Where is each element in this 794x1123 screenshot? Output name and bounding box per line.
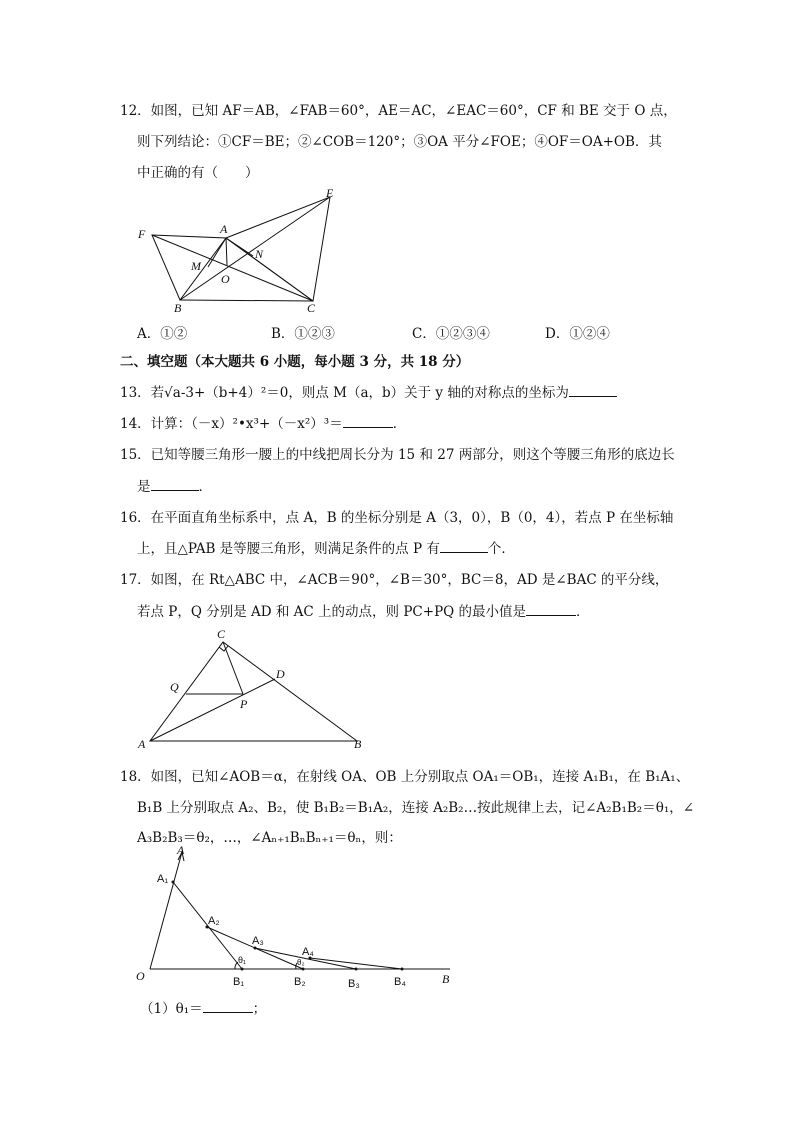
segment-bc bbox=[180, 300, 313, 301]
q13-blank bbox=[569, 384, 617, 397]
q18-sub1-blank bbox=[203, 1000, 253, 1013]
q18-line2: B₁B 上分别取点 A₂、B₂，使 B₁B₂＝B₁A₂，连接 A₂B₂…按此规律上去，记∠A₂B₁B₂＝θ₁，∠ bbox=[137, 800, 695, 816]
label-a: A bbox=[220, 222, 228, 236]
q12-line3: 中正确的有（ ） bbox=[137, 165, 259, 181]
label-theta2: θ₂ bbox=[297, 958, 305, 967]
q12-figure bbox=[130, 185, 350, 320]
q15-line2-text: 是 bbox=[137, 479, 151, 495]
q15-blank bbox=[151, 478, 199, 491]
label-q: Q bbox=[170, 680, 179, 694]
point-a1 bbox=[172, 881, 175, 884]
label-m: M bbox=[191, 259, 201, 273]
label-c: C bbox=[307, 301, 316, 315]
q12-line1: 12．如图，已知 AF＝AB，∠FAB＝60°，AE＝AC，∠EAC＝60°，CF 和 BE 交于 O 点， bbox=[120, 103, 677, 119]
q15-line2: 是 ． bbox=[137, 479, 212, 495]
choice-a[interactable]: A．①② bbox=[137, 326, 188, 342]
q16-blank bbox=[440, 540, 488, 553]
q17-figure bbox=[130, 622, 380, 752]
point-b2 bbox=[302, 968, 305, 971]
label-b1: B₁ bbox=[233, 976, 245, 988]
label-b2: B₂ bbox=[294, 976, 306, 988]
label-a: A bbox=[138, 737, 146, 751]
q17-line1: 17．如图，在 Rt△ABC 中，∠ACB＝90°，∠B＝30°，BC＝8，AD 是∠BAC 的平分线， bbox=[120, 572, 669, 588]
label-d: D bbox=[276, 667, 285, 681]
triangle-fab bbox=[152, 235, 226, 300]
label-c: C bbox=[217, 627, 226, 641]
label-o: O bbox=[136, 969, 145, 983]
label-b: B bbox=[174, 301, 182, 315]
label-b: B bbox=[442, 972, 450, 986]
q16-line2-text: 上，且△PAB 是等腰三角形，则满足条件的点 P 有 bbox=[137, 541, 440, 557]
q16-line1: 16．在平面直角坐标系中，点 A，B 的坐标分别是 A（3，0），B（0，4），若点 P 在坐标轴 bbox=[120, 510, 674, 526]
label-a1: A₁ bbox=[157, 873, 169, 885]
q14-blank bbox=[343, 415, 393, 428]
label-o: O bbox=[221, 272, 230, 286]
q16-line2 bbox=[137, 540, 515, 558]
segment-a4b4 bbox=[310, 958, 402, 969]
q14: 14．计算：（－x）²•x³+（－x²）³＝ ． bbox=[120, 416, 407, 432]
q17-line2: 若点 P，Q 分别是 AD 和 AC 上的动点，则 PC+PQ 的最小值是 ． bbox=[137, 604, 590, 620]
section-2-heading: 二、填空题（本大题共 6 小题，每小题 3 分，共 18 分） bbox=[120, 354, 470, 370]
q18-line1: 18．如图，已知∠AOB＝α，在射线 OA、OB 上分别取点 OA₁＝OB₁，连接 A₁B₁，在 B₁A₁、 bbox=[120, 769, 690, 785]
choice-d[interactable]: D．①②④ bbox=[545, 326, 610, 342]
label-n: N bbox=[255, 247, 264, 261]
segment-an bbox=[226, 238, 253, 256]
q13 bbox=[120, 384, 617, 402]
q17-line2-text: 若点 P，Q 分别是 AD 和 AC 上的动点，则 PC+PQ 的最小值是 bbox=[137, 604, 527, 620]
label-a2: A₂ bbox=[208, 915, 220, 927]
q16-line2-tail: 个． bbox=[487, 541, 515, 557]
label-p: P bbox=[240, 697, 248, 711]
label-f: F bbox=[138, 227, 146, 241]
segment-ad bbox=[150, 679, 275, 741]
choice-b[interactable]: B．①②③ bbox=[271, 326, 335, 342]
segment-am bbox=[208, 238, 226, 267]
label-e: E bbox=[326, 186, 334, 200]
label-a4: A₄ bbox=[302, 946, 314, 958]
label-b: B bbox=[354, 737, 362, 751]
label-b4: B₄ bbox=[394, 976, 406, 988]
q18-sub1-text: （1）θ₁＝ bbox=[140, 1001, 203, 1017]
q17-blank bbox=[526, 603, 576, 616]
ray-oa bbox=[150, 852, 182, 969]
q18-line3: A₃B₂B₃＝θ₂，…，∠Aₙ₊₁BₙBₙ₊₁＝θₙ，则： bbox=[137, 830, 402, 846]
q15-line1: 15．已知等腰三角形一腰上的中线把周长分为 15 和 27 两部分，则这个等腰三角形的底边长 bbox=[120, 447, 675, 463]
q12-line2: 则下列结论：①CF＝BE；②∠COB＝120°；③OA 平分∠FOE；④OF＝OA+OB．其 bbox=[137, 134, 662, 150]
segment-ao bbox=[226, 238, 227, 265]
label-b3: B₃ bbox=[348, 978, 360, 990]
q18-sub1: （1）θ₁＝ ； bbox=[140, 1001, 267, 1017]
point-b3 bbox=[355, 968, 358, 971]
label-a3: A₃ bbox=[252, 935, 264, 947]
q13-text: 13．若√a-3+（b+4）²＝0，则点 M（a，b）关于 y 轴的对称点的坐标为 bbox=[120, 385, 569, 401]
q14-text: 14．计算：（－x）²•x³+（－x²）³＝ bbox=[120, 416, 343, 432]
label-theta1: θ₁ bbox=[238, 955, 247, 965]
choice-c[interactable]: C．①②③④ bbox=[412, 326, 490, 342]
q18-figure bbox=[130, 842, 460, 992]
segment-ac bbox=[226, 238, 313, 301]
label-a: A bbox=[177, 843, 185, 857]
point-b1 bbox=[241, 968, 244, 971]
point-b4 bbox=[401, 968, 404, 971]
